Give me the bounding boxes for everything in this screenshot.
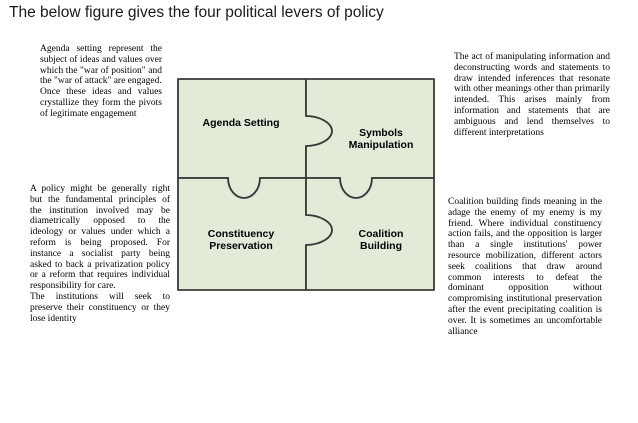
- constituency-note-para-1: A policy might be generally right but the fundamental principles of the institution involved may be diametrically opposed to the ideology or values under which a reform is being proposed. For instance a socialist party being asked to back a privatization policy or a reform that requires individual responsibility for care.: [30, 184, 170, 292]
- symbols-label-line-2: Manipulation: [348, 139, 414, 151]
- constituency-label-line-2: Preservation: [209, 240, 273, 252]
- agenda-note-para-1: Agenda setting represent the subject of ideas and values over which the "war of position" and the "war of attack" are engaged.: [40, 44, 162, 87]
- coalition-label-line-1: Coalition: [358, 228, 404, 240]
- figure-heading: The below figure gives the four political levers of policy: [9, 4, 384, 21]
- coalition-label-line-2: Building: [360, 240, 402, 252]
- agenda-setting-label: [186, 117, 296, 129]
- constituency-label-line-1: Constituency: [207, 228, 275, 240]
- coalition-note-para-1: Coalition building finds meaning in the adage the enemy of my enemy is my friend. Where individual constituency action fails, and the opposition is larger than a single institutions' power resource mobilization, different actors seek coalitions that draw around common interests to defeat the dominant opposition without compromising institutional preservation after the event precipitating coalition is over. It is sometimes an uncomfortable alliance: [448, 197, 602, 337]
- symbols-manipulation-label: [336, 127, 426, 151]
- constituency-preservation-label: [186, 228, 296, 252]
- constituency-note-para-2: The institutions will seek to preserve their constituency or they lose identity: [30, 291, 170, 324]
- agenda-label-line-1: Agenda Setting: [202, 117, 280, 129]
- symbols-label-line-1: Symbols: [359, 127, 403, 139]
- coalition-building-label: [336, 228, 426, 252]
- agenda-note-para-2: Once these ideas and values crystallize they form the pivots of legitimate engagement: [40, 87, 162, 119]
- symbols-note-para-1: The act of manipulating information and deconstructing words and statements to draw intended inferences that resonate with other meanings other than primarily intended. This arises mainly from information and statements that are ambiguous and lend themselves to different interpretations: [454, 52, 610, 138]
